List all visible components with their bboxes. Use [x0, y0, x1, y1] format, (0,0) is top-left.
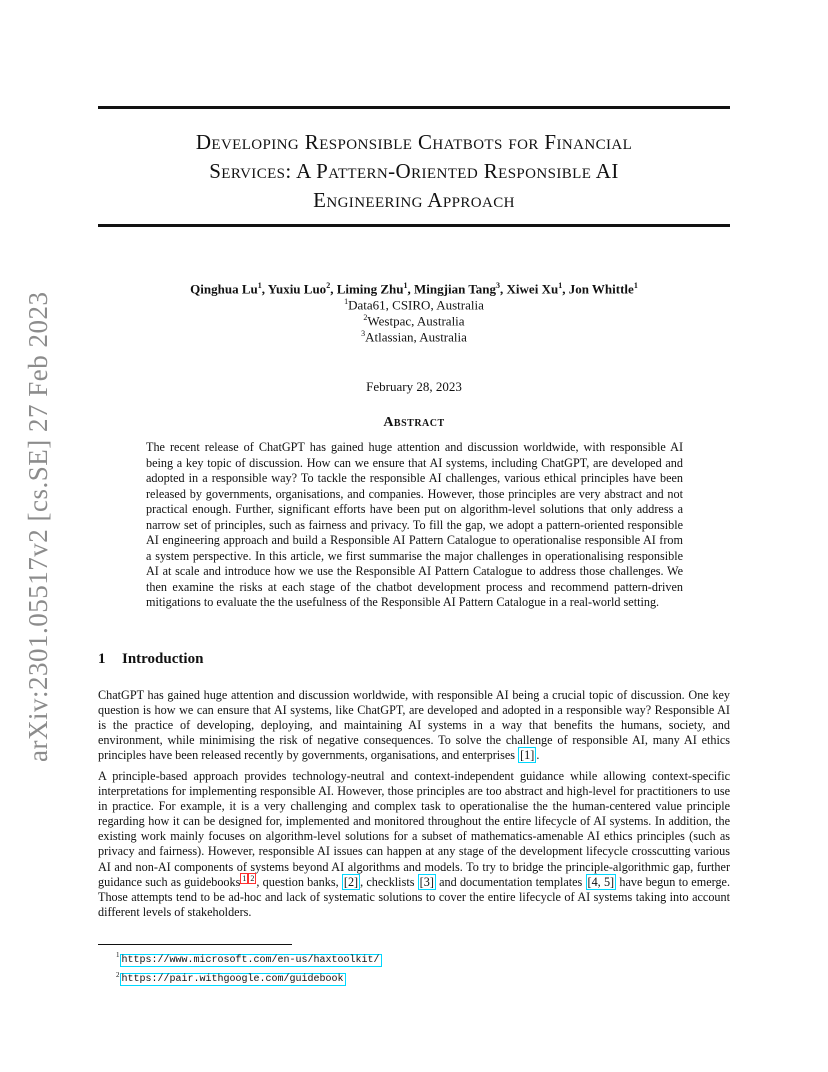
- affiliation-list: [98, 294, 730, 345]
- abstract-heading: Abstract: [383, 415, 445, 430]
- footnote-number: 1: [116, 951, 120, 959]
- footnote-url-link[interactable]: https://www.microsoft.com/en-us/haxtoolkit/: [121, 954, 380, 966]
- footnote: [116, 948, 382, 968]
- intro-paragraph-2: [98, 769, 730, 920]
- author-affiliation-mark: 3: [496, 281, 501, 290]
- title-line-3: Engineering Approach: [313, 188, 515, 212]
- affiliation-name: Data61, CSIRO, Australia: [348, 297, 484, 313]
- paragraph-text: , question banks,: [256, 874, 342, 889]
- abstract-text: The recent release of ChatGPT has gained huge attention and discussion worldwide, with responsible AI being a key topic of discussion. How can we ensure that AI systems, including ChatGPT, are developed and adopted in a responsible way? To tackle the responsible AI challenges, various ethical principles have been released by governments, organisations, and companies. However, those principles are very abstract and not practical enough. Further, significant efforts have been put on algorithm-level solutions that only address a narrow set of principles, such as fairness and privacy. To fill the gap, we adopt a pattern-oriented responsible AI engineering approach and build a Responsible AI Pattern Catalogue to operationalise responsible AI from a system perspective. In this article, we first summarise the major challenges in operationalising responsible AI at scale and introduce how we use the Responsible AI Pattern Catalogue to address those challenges. We then examine the risks at each stage of the chatbot development process and recommend pattern-driven mitigations to evaluate the the usefulness of the Responsible AI Pattern Catalogue in a real-world setting.: [146, 440, 683, 609]
- footnote-url-link[interactable]: https://pair.withgoogle.com/guidebook: [121, 974, 344, 985]
- citation-link[interactable]: [1]: [520, 748, 535, 763]
- footnote-link[interactable]: 2: [250, 873, 255, 883]
- author-separator: ,: [500, 281, 507, 297]
- paper-title: [98, 128, 730, 215]
- author-name: Xiwei Xu: [506, 281, 559, 297]
- paragraph-text: , checklists: [360, 874, 418, 889]
- title-line-1: Developing Responsible Chatbots for Financial: [195, 130, 633, 154]
- footnote-link[interactable]: 1: [242, 873, 247, 883]
- affiliation: [98, 294, 730, 313]
- paragraph-text: and documentation templates: [435, 874, 586, 889]
- author-name: Liming Zhu: [336, 281, 404, 297]
- paragraph-text: ChatGPT has gained huge attention and discussion worldwide, with responsible AI being a crucial topic of discussion. One key question is how we can ensure that AI systems, like ChatGPT, are developed and adopted in a responsible way? Responsible AI is the practice of developing, deploying, and maintaining AI systems in a way that benefits the humans, society, and environment, while minimising the risk of negative consequences. To solve the challenge of responsible AI, many AI ethics principles have been released recently by governments, organisations, and enterprises: [98, 688, 730, 763]
- title-rule-top: [98, 106, 730, 109]
- paragraph-text: .: [536, 748, 540, 763]
- author-affiliation-mark: 1: [558, 281, 563, 290]
- section-number: 1: [98, 651, 106, 667]
- affiliation-number: 2: [363, 313, 368, 322]
- author-name: Qinghua Lu: [190, 281, 258, 297]
- author-affiliation-mark: 1: [403, 281, 408, 290]
- paragraph-text: have begun to emerge. Those attempts tend to be ad-hoc and lack of systematic solutions to cover the entire lifecycle of AI systems taking into account different levels of stakeholders.: [98, 874, 730, 919]
- title-line-2: Services: A Pattern-Oriented Responsible AI: [209, 159, 619, 183]
- author-affiliation-mark: 1: [257, 281, 262, 290]
- citation-link[interactable]: [2]: [343, 874, 359, 889]
- author-affiliation-mark: 1: [633, 281, 638, 290]
- author-affiliation-mark: 2: [326, 281, 331, 290]
- affiliation: [98, 310, 730, 329]
- citation-link[interactable]: [3]: [419, 874, 434, 889]
- affiliation-number: 3: [361, 329, 366, 338]
- author-separator: ,: [562, 281, 569, 297]
- arxiv-identifier: arXiv:2301.05517v2 [cs.SE] 27 Feb 2023: [23, 291, 53, 762]
- author-name: Mingjian Tang: [414, 281, 497, 297]
- footnote-number: 2: [116, 970, 120, 979]
- affiliation-name: Atlassian, Australia: [365, 329, 467, 345]
- section-heading: [98, 651, 730, 668]
- author-name: Yuxiu Luo: [267, 281, 327, 297]
- affiliation-name: Westpac, Australia: [367, 313, 465, 329]
- section-title: Introduction: [122, 651, 204, 667]
- intro-paragraph-1: [98, 688, 730, 763]
- citation-link[interactable]: [4, 5]: [587, 874, 615, 889]
- publication-date: February 28, 2023: [366, 379, 462, 394]
- paragraph-text: A principle-based approach provides technology-neutral and context-independent guidance while allowing context-specific interpretations for implementing responsible AI. However, those principles are too abstract and high-level for practitioners to use in practice. For example, it is a very challenging and complex task to operationalise the the human-centered value principle regarding how it can be designed for, implemented and monitored throughout the entire lifecycle of AI systems. In addition, the existing work mainly focuses on algorithm-level solutions for a subset of mathematics-amenable AI ethics principles (such as privacy and fairness). However, responsible AI issues can happen at any stage of the development lifecycle crosscutting various AI and non-AI components of systems beyond AI algorithms and models. To try to bridge the principle-algorithmic gap, further guidance such as guidebooks: [98, 769, 730, 889]
- title-rule-bottom: [98, 224, 730, 227]
- footnote-rule: [98, 944, 292, 945]
- author-separator: ,: [330, 281, 337, 297]
- affiliation-number: 1: [344, 297, 349, 306]
- footnote: [116, 968, 382, 988]
- author-separator: ,: [407, 281, 415, 297]
- footnote-list: [116, 948, 382, 987]
- affiliation: [98, 326, 730, 345]
- author-name: Jon Whittle: [568, 281, 634, 297]
- author-separator: ,: [261, 281, 268, 297]
